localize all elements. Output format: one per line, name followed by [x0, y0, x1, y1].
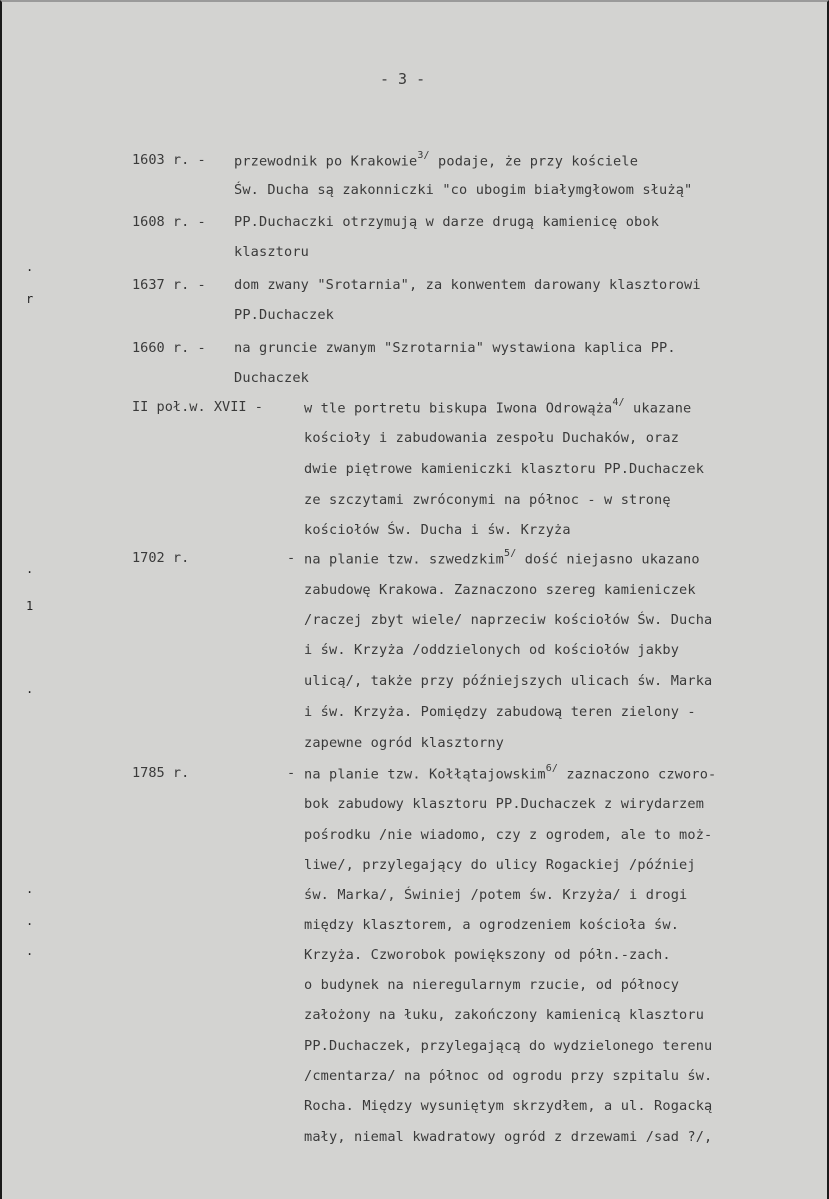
entry-text-line: między klasztorem, a ogrodzeniem kościoła św. [304, 917, 680, 933]
entry-text-line: /cmentarza/ na północ od ogrodu przy szpitalu św. [304, 1068, 713, 1084]
entry-text-line: kościołów Św. Ducha i św. Krzyża [304, 522, 571, 538]
entry-date: 1637 r. - [132, 277, 206, 293]
entry-text-line: liwe/, przylegający do ulicy Rogackiej /później [304, 857, 696, 873]
entry-text-line: dom zwany "Srotarnia", za konwentem darowany klasztorowi [234, 277, 701, 293]
entry-date: 1660 r. - [132, 340, 206, 356]
entry-text-line: na gruncie zwanym "Szrotarnia" wystawiona kaplica PP. [234, 340, 676, 356]
entry-date: 1702 r. [132, 550, 190, 566]
entry-text-line: św. Marka/, Świniej /potem św. Krzyża/ i drogi [304, 887, 688, 903]
entry-text-line: o budynek na nieregularnym rzucie, od północy [304, 977, 680, 993]
margin-mark: 1 [26, 599, 34, 613]
margin-mark: . [26, 562, 34, 576]
entry-text-line: /raczej zbyt wiele/ naprzeciw kościołów Św. Ducha [304, 612, 713, 628]
entry-text-line: dwie piętrowe kamieniczki klasztoru PP.Duchaczek [304, 461, 705, 477]
entry-text-line: PP.Duchaczek [234, 307, 335, 323]
entry-text-line: zabudowę Krakowa. Zaznaczono szereg kamieniczek [304, 582, 696, 598]
footnote-ref: 5/ [504, 548, 517, 559]
entry-date: II poł.w. XVII - [132, 399, 263, 415]
entry-text-line: mały, niemal kwadratowy ogród z drzewami /sad ?/, [304, 1129, 713, 1145]
entry-date: 1785 r. [132, 765, 190, 781]
entry-text-line: PP.Duchaczki otrzymują w darze drugą kamienicę obok [234, 214, 660, 230]
footnote-ref: 6/ [545, 763, 559, 774]
entry-text-line: ulicą/, także przy późniejszych ulicach św. Marka [304, 673, 713, 689]
entry-text-line: w tle portretu biskupa Iwona Odrowąża$^{4/}$ ukazane [304, 397, 692, 417]
entry-dash: - [287, 550, 296, 566]
margin-mark: . [26, 260, 34, 274]
entry-text-line: Duchaczek [234, 370, 310, 386]
footnote-ref: 4/ [612, 397, 625, 408]
entry-text-line: Rocha. Między wysuniętym skrzydłem, a ul. Rogacką [304, 1098, 713, 1114]
entry-text-line: Krzyża. Czworobok powiększony od półn.-zach. [304, 947, 671, 963]
entry-text-line: na planie tzw. Kołłątajowskim$^{6/}$ zaznaczono czworo- [304, 763, 717, 783]
entry-text-line: i św. Krzyża /oddzielonych od kościołów jakby [304, 642, 680, 658]
footnote-ref: 3/ [417, 150, 430, 161]
entry-date: 1608 r. - [132, 214, 206, 230]
margin-mark: . [26, 882, 34, 896]
entry-text-line: kościoły i zabudowania zespołu Duchaków, oraz [304, 430, 680, 446]
entry-text-line: na planie tzw. szwedzkim$^{5/}$ dość niejasno ukazano [304, 548, 700, 568]
page-number: - 3 - [380, 70, 426, 88]
entry-text-line: bok zabudowy klasztoru PP.Duchaczek z wirydarzem [304, 796, 705, 812]
entry-text-line: pośrodku /nie wiadomo, czy z ogrodem, ale to moż- [304, 827, 713, 843]
margin-mark: . [26, 914, 34, 928]
margin-mark: . [26, 682, 34, 696]
entry-date: 1603 r. - [132, 152, 206, 168]
margin-mark: r [26, 292, 34, 306]
entry-text-line: klasztoru [234, 244, 310, 260]
entry-text-line: ze szczytami zwróconymi na północ - w stronę [304, 492, 671, 508]
entry-text-line: PP.Duchaczek, przylegającą do wydzielonego terenu [304, 1038, 713, 1054]
entry-text-line: zapewne ogród klasztorny [304, 735, 505, 751]
entry-text-line: przewodnik po Krakowie$^{3/}$ podaje, że przy kościele [234, 150, 639, 170]
entry-dash: - [287, 765, 296, 781]
margin-mark: . [26, 944, 34, 958]
entry-text-line: Św. Ducha są zakonniczki "co ubogim białymgłowom służą" [234, 182, 693, 198]
entry-text-line: założony na łuku, zakończony kamienicą klasztoru [304, 1007, 705, 1023]
entry-text-line: i św. Krzyża. Pomiędzy zabudową teren zielony - [304, 704, 696, 720]
